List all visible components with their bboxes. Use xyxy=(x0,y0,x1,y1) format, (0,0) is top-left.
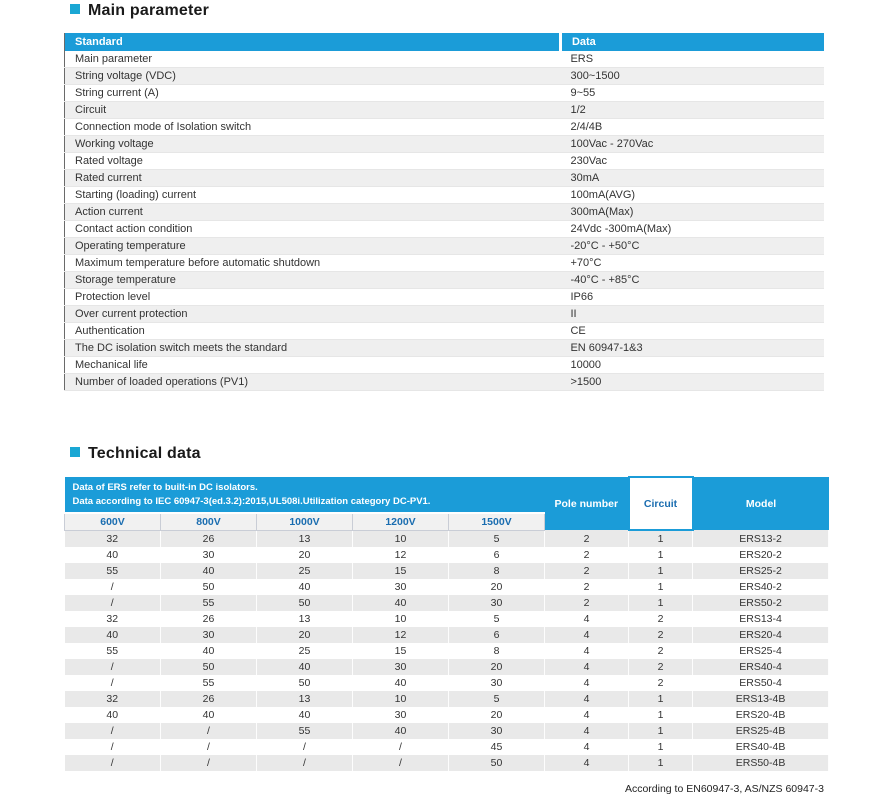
table-note-line2: Data according to IEC 60947-3(ed.3.2):2015,UL508i.Utilization category DC-PV1. xyxy=(72,495,431,507)
table-cell: 1 xyxy=(629,707,693,723)
column-header-model: Model xyxy=(693,477,829,530)
table-cell: / xyxy=(161,739,257,755)
table-cell: String voltage (VDC) xyxy=(65,68,561,85)
table-row xyxy=(65,691,829,707)
table-cell: 4 xyxy=(545,611,629,627)
table-row xyxy=(65,153,825,170)
table-cell: 4 xyxy=(545,723,629,739)
table-cell: 13 xyxy=(257,530,353,547)
table-cell: ERS20-4B xyxy=(693,707,829,723)
table-cell: 5 xyxy=(449,611,545,627)
table-row xyxy=(65,563,829,579)
table-cell: 300~1500 xyxy=(560,68,824,85)
table-cell: / xyxy=(257,739,353,755)
table-cell: 8 xyxy=(449,563,545,579)
table-cell: Rated current xyxy=(65,170,561,187)
table-row xyxy=(65,547,829,563)
main-parameter-table xyxy=(64,33,824,391)
table-cell: Circuit xyxy=(65,102,561,119)
table-cell: 4 xyxy=(545,675,629,691)
table-cell: 1 xyxy=(629,579,693,595)
table-cell: 1 xyxy=(629,691,693,707)
table-row xyxy=(65,627,829,643)
table-cell: 2/4/4B xyxy=(560,119,824,136)
table-cell: 20 xyxy=(449,707,545,723)
table-cell: 30 xyxy=(449,723,545,739)
table-row xyxy=(65,723,829,739)
table-cell: 40 xyxy=(65,707,161,723)
table-cell: 24Vdc -300mA(Max) xyxy=(560,221,824,238)
table-row xyxy=(65,530,829,547)
table-cell: Authentication xyxy=(65,323,561,340)
table-cell: Protection level xyxy=(65,289,561,306)
table-cell: 2 xyxy=(545,547,629,563)
table-cell: 1 xyxy=(629,595,693,611)
table-cell: 26 xyxy=(161,611,257,627)
table-cell: 4 xyxy=(545,707,629,723)
table-cell: 20 xyxy=(449,659,545,675)
table-cell: II xyxy=(560,306,824,323)
table-cell: 32 xyxy=(65,611,161,627)
header-row xyxy=(65,33,825,51)
table-cell: 30 xyxy=(353,659,449,675)
table-cell: 26 xyxy=(161,691,257,707)
table-cell: Connection mode of Isolation switch xyxy=(65,119,561,136)
table-row xyxy=(65,119,825,136)
table-row xyxy=(65,255,825,272)
technical-data-table-body xyxy=(65,530,829,771)
column-header-800v: 800V xyxy=(161,513,257,530)
table-cell: String current (A) xyxy=(65,85,561,102)
table-cell: 20 xyxy=(257,627,353,643)
table-row xyxy=(65,340,825,357)
table-cell: 4 xyxy=(545,755,629,771)
table-cell: 55 xyxy=(65,643,161,659)
table-cell: 25 xyxy=(257,643,353,659)
section-title-text: Technical data xyxy=(88,445,201,462)
table-cell: 40 xyxy=(353,723,449,739)
column-header-1000v: 1000V xyxy=(257,513,353,530)
table-cell: 30 xyxy=(449,675,545,691)
table-cell: Over current protection xyxy=(65,306,561,323)
table-cell: ERS50-4 xyxy=(693,675,829,691)
table-cell: 30 xyxy=(353,707,449,723)
table-row xyxy=(65,289,825,306)
table-cell: / xyxy=(257,755,353,771)
table-cell: ERS50-4B xyxy=(693,755,829,771)
table-row xyxy=(65,102,825,119)
table-row xyxy=(65,611,829,627)
column-header-circuit: Circuit xyxy=(629,477,693,530)
table-cell: Number of loaded operations (PV1) xyxy=(65,374,561,391)
table-cell: 55 xyxy=(65,563,161,579)
table-cell: 40 xyxy=(257,707,353,723)
technical-data-table xyxy=(64,476,829,771)
table-row xyxy=(65,221,825,238)
table-cell: 1 xyxy=(629,739,693,755)
table-cell: / xyxy=(161,755,257,771)
table-cell: 12 xyxy=(353,547,449,563)
table-cell: 40 xyxy=(353,675,449,691)
table-cell: Mechanical life xyxy=(65,357,561,374)
table-cell: ERS13-4B xyxy=(693,691,829,707)
table-row xyxy=(65,675,829,691)
table-row xyxy=(65,659,829,675)
table-cell: 55 xyxy=(257,723,353,739)
table-cell: CE xyxy=(560,323,824,340)
table-cell: 100mA(AVG) xyxy=(560,187,824,204)
header-row xyxy=(65,477,829,513)
table-cell: 5 xyxy=(449,530,545,547)
table-row xyxy=(65,204,825,221)
table-row xyxy=(65,85,825,102)
table-cell: 2 xyxy=(545,579,629,595)
section-bullet-icon xyxy=(70,4,80,14)
table-cell: Working voltage xyxy=(65,136,561,153)
table-cell: / xyxy=(65,659,161,675)
technical-data-table-header xyxy=(65,477,829,530)
table-cell: Maximum temperature before automatic shutdown xyxy=(65,255,561,272)
table-cell: ERS13-4 xyxy=(693,611,829,627)
table-cell: 32 xyxy=(65,530,161,547)
table-cell: 40 xyxy=(161,707,257,723)
table-cell: 4 xyxy=(545,659,629,675)
table-cell: IP66 xyxy=(560,289,824,306)
table-cell: Operating temperature xyxy=(65,238,561,255)
table-cell: 55 xyxy=(161,595,257,611)
table-cell: ERS xyxy=(560,51,824,68)
table-cell: ERS25-4 xyxy=(693,643,829,659)
table-cell: ERS20-4 xyxy=(693,627,829,643)
table-cell: 13 xyxy=(257,611,353,627)
table-cell: ERS25-4B xyxy=(693,723,829,739)
table-note xyxy=(65,477,545,513)
table-cell: 40 xyxy=(65,547,161,563)
table-cell: 1/2 xyxy=(560,102,824,119)
table-cell: 20 xyxy=(257,547,353,563)
table-cell: 6 xyxy=(449,547,545,563)
table-cell: 13 xyxy=(257,691,353,707)
table-cell: 1 xyxy=(629,755,693,771)
table-row xyxy=(65,136,825,153)
table-cell: Main parameter xyxy=(65,51,561,68)
table-row xyxy=(65,51,825,68)
table-cell: 6 xyxy=(449,627,545,643)
main-parameter-table-header xyxy=(65,33,825,51)
table-cell: 40 xyxy=(257,579,353,595)
table-cell: 4 xyxy=(545,627,629,643)
table-cell: 2 xyxy=(629,659,693,675)
table-cell: 30mA xyxy=(560,170,824,187)
table-cell: 50 xyxy=(257,595,353,611)
column-header-1500v: 1500V xyxy=(449,513,545,530)
table-cell: EN 60947-1&3 xyxy=(560,340,824,357)
table-cell: / xyxy=(65,739,161,755)
table-row xyxy=(65,595,829,611)
section-title-text: Main parameter xyxy=(88,2,210,19)
column-header-1200v: 1200V xyxy=(353,513,449,530)
table-cell: 55 xyxy=(161,675,257,691)
table-cell: Contact action condition xyxy=(65,221,561,238)
table-cell: / xyxy=(353,755,449,771)
table-cell: The DC isolation switch meets the standard xyxy=(65,340,561,357)
table-cell: 1 xyxy=(629,530,693,547)
table-row xyxy=(65,755,829,771)
table-cell: ERS20-2 xyxy=(693,547,829,563)
table-cell: +70°C xyxy=(560,255,824,272)
column-header-pole-number: Pole number xyxy=(545,477,629,530)
table-cell: 25 xyxy=(257,563,353,579)
table-cell: 8 xyxy=(449,643,545,659)
table-cell: 10 xyxy=(353,611,449,627)
table-note-line1: Data of ERS refer to built-in DC isolators. xyxy=(72,482,258,494)
table-cell: 50 xyxy=(449,755,545,771)
section-title-technical-data xyxy=(70,445,884,463)
table-cell: 40 xyxy=(161,643,257,659)
table-cell: 230Vac xyxy=(560,153,824,170)
table-cell: ERS25-2 xyxy=(693,563,829,579)
table-cell: >1500 xyxy=(560,374,824,391)
table-cell: Rated voltage xyxy=(65,153,561,170)
table-cell: -20°C - +50°C xyxy=(560,238,824,255)
table-row xyxy=(65,272,825,289)
table-row xyxy=(65,579,829,595)
table-cell: 1 xyxy=(629,547,693,563)
table-cell: 30 xyxy=(161,547,257,563)
table-cell: 2 xyxy=(545,595,629,611)
table-cell: 10 xyxy=(353,691,449,707)
table-cell: 30 xyxy=(353,579,449,595)
table-cell: 12 xyxy=(353,627,449,643)
table-cell: ERS13-2 xyxy=(693,530,829,547)
table-cell: 30 xyxy=(449,595,545,611)
table-cell: 2 xyxy=(629,675,693,691)
section-technical-data xyxy=(64,445,884,795)
table-cell: ERS40-4B xyxy=(693,739,829,755)
table-cell: / xyxy=(161,723,257,739)
column-header-600v: 600V xyxy=(65,513,161,530)
table-row xyxy=(65,323,825,340)
table-cell: 15 xyxy=(353,563,449,579)
table-row xyxy=(65,739,829,755)
table-cell: / xyxy=(65,755,161,771)
table-cell: Action current xyxy=(65,204,561,221)
section-main-parameter xyxy=(64,2,884,391)
table-cell: 50 xyxy=(257,675,353,691)
table-cell: Storage temperature xyxy=(65,272,561,289)
table-row xyxy=(65,707,829,723)
table-cell: ERS40-2 xyxy=(693,579,829,595)
table-cell: 40 xyxy=(65,627,161,643)
table-row xyxy=(65,374,825,391)
table-cell: 2 xyxy=(629,627,693,643)
table-cell: 32 xyxy=(65,691,161,707)
table-cell: 50 xyxy=(161,659,257,675)
table-cell: ERS40-4 xyxy=(693,659,829,675)
table-row xyxy=(65,68,825,85)
table-cell: / xyxy=(353,739,449,755)
table-cell: 1 xyxy=(629,723,693,739)
table-cell: 50 xyxy=(161,579,257,595)
table-cell: 40 xyxy=(353,595,449,611)
table-cell: 10 xyxy=(353,530,449,547)
main-parameter-table-body xyxy=(65,51,825,391)
column-header-standard: Standard xyxy=(65,33,561,51)
table-cell: 10000 xyxy=(560,357,824,374)
table-cell: 2 xyxy=(629,643,693,659)
table-cell: 1 xyxy=(629,563,693,579)
table-cell: -40°C - +85°C xyxy=(560,272,824,289)
table-cell: 4 xyxy=(545,739,629,755)
table-cell: 2 xyxy=(545,563,629,579)
table-cell: 4 xyxy=(545,643,629,659)
section-bullet-icon xyxy=(70,447,80,457)
table-cell: / xyxy=(65,595,161,611)
table-cell: 100Vac - 270Vac xyxy=(560,136,824,153)
table-row xyxy=(65,238,825,255)
table-cell: / xyxy=(65,675,161,691)
table-row xyxy=(65,306,825,323)
table-cell: 300mA(Max) xyxy=(560,204,824,221)
section-title-main-parameter xyxy=(70,2,884,20)
table-cell: 5 xyxy=(449,691,545,707)
table-cell: 40 xyxy=(257,659,353,675)
table-cell: / xyxy=(65,579,161,595)
table-row xyxy=(65,643,829,659)
column-header-data: Data xyxy=(560,33,824,51)
table-cell: ERS50-2 xyxy=(693,595,829,611)
table-cell: / xyxy=(65,723,161,739)
table-cell: 9~55 xyxy=(560,85,824,102)
table-row xyxy=(65,170,825,187)
table-cell: 30 xyxy=(161,627,257,643)
table-row xyxy=(65,357,825,374)
table-cell: 2 xyxy=(629,611,693,627)
table-row xyxy=(65,187,825,204)
table-cell: 40 xyxy=(161,563,257,579)
table-cell: 45 xyxy=(449,739,545,755)
table-cell: Starting (loading) current xyxy=(65,187,561,204)
table-cell: 4 xyxy=(545,691,629,707)
table-cell: 2 xyxy=(545,530,629,547)
table-cell: 26 xyxy=(161,530,257,547)
table-cell: 20 xyxy=(449,579,545,595)
table-cell: 15 xyxy=(353,643,449,659)
standards-footnote: According to EN60947-3, AS/NZS 60947-3 xyxy=(624,783,824,795)
